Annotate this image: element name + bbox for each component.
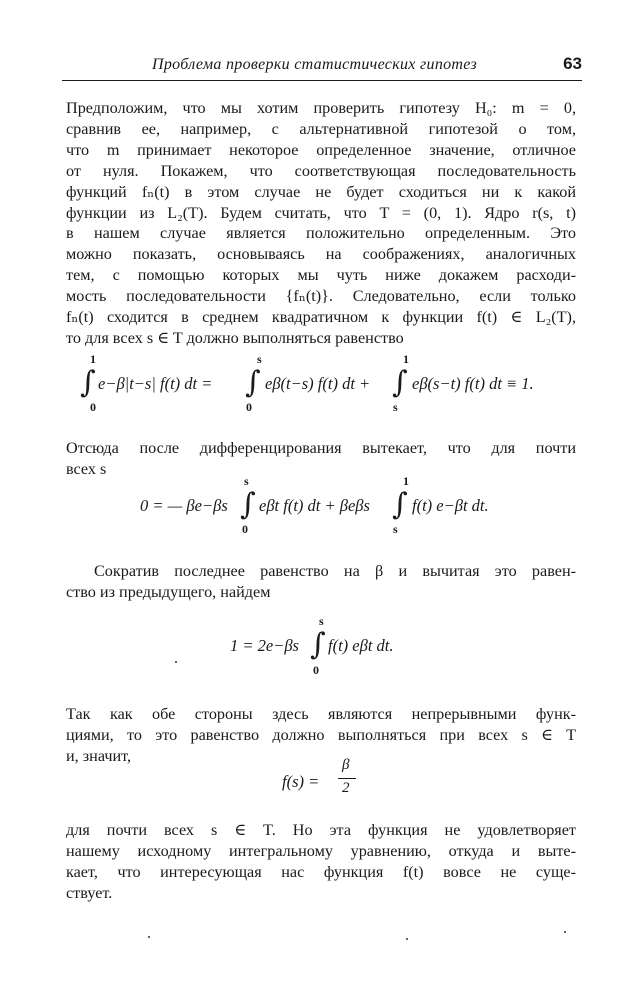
text-line: Отсюда после дифференцирования вытекает, что для почти xyxy=(66,439,576,457)
text-line: сравнив ее, например, с альтернативной гипотезой о том, xyxy=(66,119,576,138)
integral-sign: ∫ xyxy=(80,365,96,400)
text-line: в нашем случае является положительно определенным. Это xyxy=(66,224,576,243)
text-line: Так как обе стороны здесь являются непрерывными функ- xyxy=(66,705,576,723)
limit-upper: 1 xyxy=(403,352,409,366)
paragraph-5 xyxy=(66,820,576,904)
limit-lower: 0 xyxy=(246,400,252,414)
equation-term: 1 = 2e−βs xyxy=(230,636,299,655)
running-head-title: Проблема проверки статистических гипотез xyxy=(152,56,478,73)
limit-upper: s xyxy=(257,352,262,366)
equation-term: eβ(t−s) f(t) dt + xyxy=(265,374,371,393)
ink-speck xyxy=(564,931,566,933)
limit-upper: 1 xyxy=(403,474,409,488)
limit-upper: 1 xyxy=(90,352,96,366)
running-head xyxy=(62,56,582,78)
paragraph-1 xyxy=(66,98,576,349)
limit-lower: 0 xyxy=(313,663,319,677)
integral-sign: ∫ xyxy=(240,487,256,522)
text-line: для почти всех s ∈ T. Но эта функция не удовлетворяет xyxy=(66,821,576,839)
fraction-numerator: β xyxy=(342,757,350,773)
text-line: Сократив последнее равенство на β и вычитая это равен- xyxy=(94,562,576,580)
integral-sign: ∫ xyxy=(392,487,408,522)
ink-speck xyxy=(406,938,408,940)
text-line: нашему исходному интегральному уравнению, откуда и выте- xyxy=(66,841,576,860)
text-line: Предположим, что мы хотим проверить гипотезу H₀: m = 0, xyxy=(66,99,576,117)
integral-sign: ∫ xyxy=(310,627,326,662)
limit-lower: 0 xyxy=(90,400,96,414)
equation-term: 0 = — βe−βs xyxy=(140,496,228,515)
limit-lower: s xyxy=(393,522,398,536)
text-line: что m принимает некоторое определенное значение, отличное xyxy=(66,140,576,159)
equation-term: f(t) e−βt dt. xyxy=(412,496,489,515)
text-line: тем, с помощью которых мы чуть ниже докажем расходи- xyxy=(66,266,576,285)
text-line: можно показать, основываясь на соображениях, аналогичных xyxy=(66,245,576,264)
text-line: всех s xyxy=(66,459,107,478)
paragraph-4 xyxy=(66,704,576,767)
fraction-denominator: 2 xyxy=(342,780,350,796)
header-rule xyxy=(62,80,582,81)
page-number: 63 xyxy=(563,54,582,73)
text-line: от нуля. Покажем, что соответствующая последовательность xyxy=(66,161,576,180)
text-line: и, значит, xyxy=(66,746,132,765)
text-line: мость последовательности {fₙ(t)}. Следовательно, если только xyxy=(66,287,576,306)
fraction-bar xyxy=(338,778,356,779)
paragraph-3 xyxy=(66,561,576,603)
text-line: fₙ(t) сходится в среднем квадратичном к функции f(t) ∈ L₂(T), xyxy=(66,308,576,327)
text-line: кает, что интересующая нас функция f(t) вовсе не суще- xyxy=(66,862,576,881)
integral-sign: ∫ xyxy=(245,365,261,400)
text-line: функций fₙ(t) в этом случае не будет сходиться ни к какой xyxy=(66,182,576,201)
text-line: циями, то это равенство должно выполняться при всех s ∈ T xyxy=(66,725,576,744)
equation-term: eβ(s−t) f(t) dt ≡ 1. xyxy=(412,374,534,393)
equation-term: f(t) eβt dt. xyxy=(328,636,394,655)
equation-term: e−β|t−s| f(t) dt = xyxy=(98,374,213,393)
ink-speck xyxy=(148,936,150,938)
integral-sign: ∫ xyxy=(392,365,408,400)
limit-lower: s xyxy=(393,400,398,414)
ink-speck xyxy=(175,661,177,663)
paragraph-2 xyxy=(66,438,576,480)
limit-upper: s xyxy=(244,474,249,488)
text-line: ствует. xyxy=(66,883,113,902)
limit-lower: 0 xyxy=(242,522,248,536)
equation-term: eβt f(t) dt + βeβs xyxy=(259,496,370,515)
text-line: ство из предыдущего, найдем xyxy=(66,582,271,601)
equation-term: f(s) = xyxy=(282,772,320,791)
text-line: функции из L₂(T). Будем считать, что T = (0, 1). Ядро r(s, t) xyxy=(66,203,576,222)
limit-upper: s xyxy=(319,614,324,628)
text-line: то для всех s ∈ T должно выполняться равенство xyxy=(66,328,404,347)
